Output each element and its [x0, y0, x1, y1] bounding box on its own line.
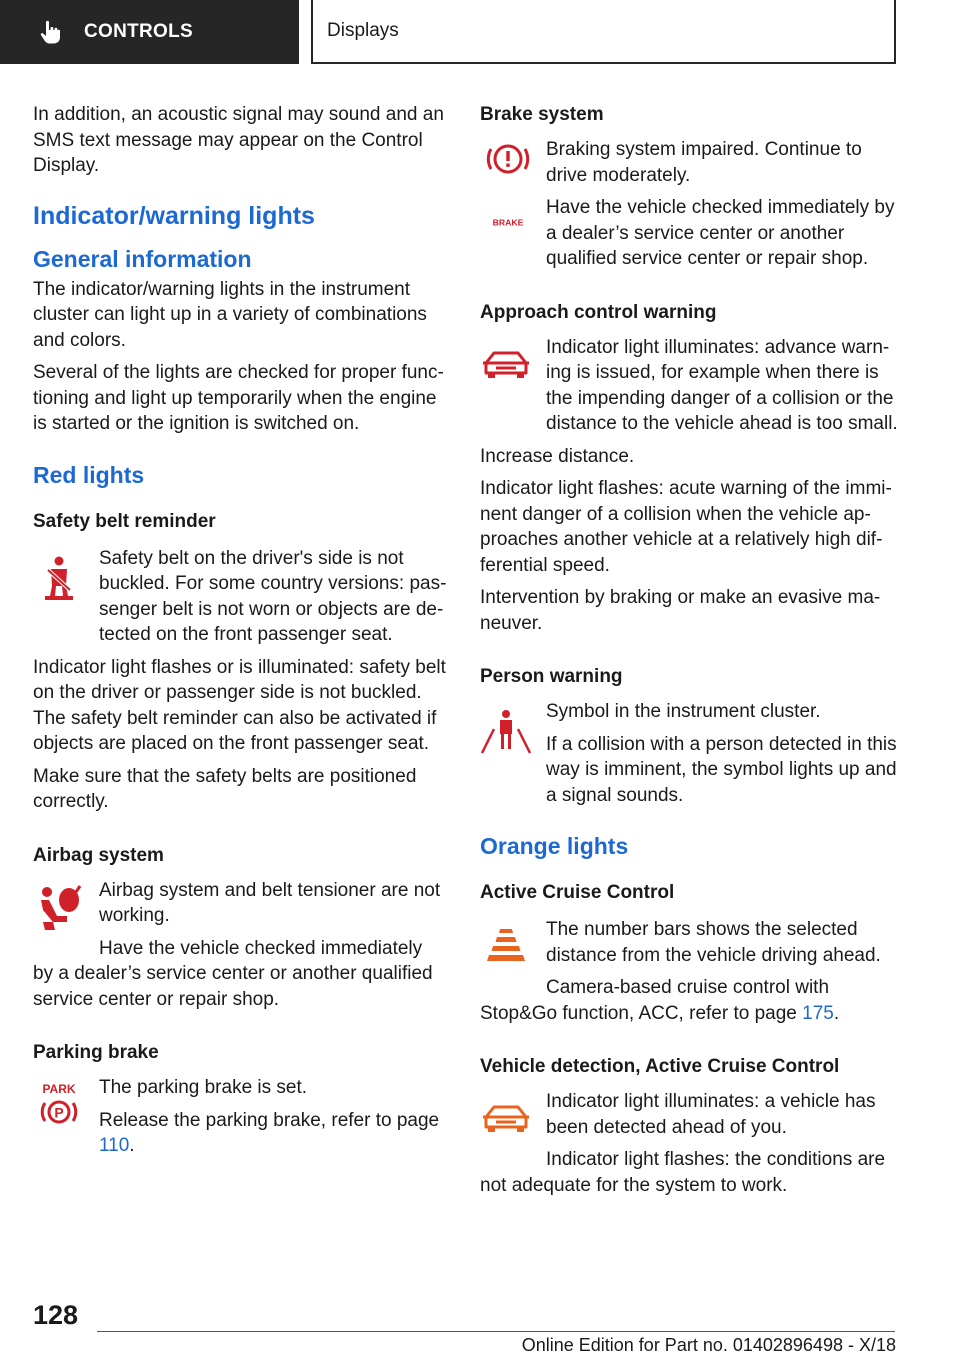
brake-entry — [480, 137, 900, 272]
acc-paragraph-2 — [480, 975, 900, 1026]
general-paragraph-2: Several of the lights are checked for proper func‐tioning and light up temporarily when the engine is started or the ignition is switched on. — [33, 362, 444, 434]
acc-title: Active Cruise Control — [480, 882, 675, 903]
svg-text:P: P — [54, 1104, 64, 1121]
brake-warning-icon — [482, 141, 534, 193]
person-paragraph-1: Symbol in the instrument cluster. — [546, 701, 821, 722]
page-number: 128 — [33, 1300, 79, 1330]
vd-paragraph-1: Indicator light illuminates: a vehicle has been detected ahead of you. — [546, 1091, 876, 1138]
brake-paragraph-2: Have the vehicle checked immediately by a dealer’s service center or another qualified service center or repair shop. — [546, 197, 895, 269]
page-heading: Indicator/warning lights — [33, 201, 315, 230]
park-page-link[interactable]: 110 — [99, 1135, 130, 1156]
cruise-distance-icon — [480, 923, 532, 975]
airbag-title: Airbag system — [33, 844, 164, 866]
belt-entry — [33, 546, 447, 648]
park-p2-text: Release the parking brake, refer to page — [99, 1109, 440, 1131]
park-p2-end: . — [129, 1135, 135, 1156]
subsection-box — [311, 0, 896, 64]
person-warning-icon — [480, 707, 532, 759]
parking-brake-icon — [33, 1079, 85, 1131]
airbag-entry — [33, 878, 447, 929]
acc-p2-text: Camera-based cruise control with Stop&Go function, ACC, refer to page — [480, 977, 830, 1024]
acc-page-link[interactable]: 175 — [802, 1002, 834, 1024]
approach-paragraph-3: Indicator light flashes: acute warning of the immi‐nent danger of a collision when the vehicle ap‐proaches another vehicle at a relatively high dif‐ferential speed. — [480, 478, 892, 576]
person-entry — [480, 699, 900, 808]
brake-icon-label: BRAKE — [492, 217, 524, 228]
orange-lights-heading: Orange lights — [480, 833, 629, 859]
approach-entry — [480, 335, 900, 437]
acc-p2-end: . — [833, 1002, 840, 1024]
vehicle-detection-icon — [480, 1095, 532, 1147]
airbag-icon — [33, 882, 85, 934]
belt-paragraph-3: Make sure that the safety belts are positioned correctly. — [33, 765, 417, 812]
vd-paragraph-2: Indicator light flashes: the conditions are not adequate for the system to work. — [480, 1149, 886, 1196]
approach-paragraph-4: Intervention by braking or make an evasive ma‐neuver. — [480, 587, 881, 634]
left-column — [33, 102, 447, 1166]
airbag-paragraph-2: Have the vehicle checked immediately by a dealer’s service center or another qualified service center or repair shop. — [33, 937, 433, 1010]
brake-title: Brake system — [480, 104, 604, 125]
park-icon-label: PARK — [42, 1082, 76, 1096]
section-tab — [0, 0, 299, 64]
hand-pointer-icon — [38, 19, 64, 45]
approach-paragraph-2: Increase distance. — [480, 445, 635, 467]
approach-car-icon — [480, 341, 532, 393]
general-info-heading: General information — [33, 245, 252, 272]
acc-paragraph-1: The number bars shows the selected distance from the vehicle driving ahead. — [546, 919, 881, 966]
vd-title: Vehicle detection, Active Cruise Control — [480, 1056, 840, 1077]
brake-paragraph-1: Braking system impaired. Continue to drive moderately. — [546, 139, 862, 186]
red-lights-heading: Red lights — [33, 461, 145, 488]
park-title: Parking brake — [33, 1042, 159, 1063]
belt-title: Safety belt reminder — [33, 510, 216, 532]
belt-paragraph-2: Indicator light flashes or is illuminated: safety belt on the driver or passenger side is not buckled. The safety belt reminder can also be activated if objects are placed on the front passenger seat. — [33, 656, 446, 754]
vd-entry — [480, 1089, 900, 1140]
right-column — [480, 102, 900, 1205]
acc-entry — [480, 917, 900, 968]
belt-paragraph-1: Safety belt on the driver's side is not buckled. For some country versions: pas‐senger belt is not worn or objects are de‐tected on the front passenger seat. — [99, 547, 447, 645]
airbag-paragraph-1: Airbag system and belt tensioner are not working. — [99, 879, 441, 926]
park-entry — [33, 1075, 447, 1159]
approach-title: Approach control warning — [480, 301, 717, 323]
intro-paragraph: In addition, an acoustic signal may sound and an SMS text message may appear on the Control Display. — [33, 104, 444, 176]
seatbelt-icon — [33, 552, 85, 604]
approach-paragraph-1: Indicator light illuminates: advance warn‐ing is issued, for example when there is the impending danger of a collision or the distance to the vehicle ahead is too small. — [546, 336, 898, 434]
brake-label-icon — [482, 213, 534, 243]
person-paragraph-2: If a collision with a person detected in this way is imminent, the symbol lights up and a signal sounds. — [546, 733, 897, 806]
person-title: Person warning — [480, 666, 623, 687]
footer-edition: Online Edition for Part no. 01402896498 - X/18 — [521, 1335, 896, 1355]
footer-divider — [97, 1331, 895, 1332]
park-paragraph-1: The parking brake is set. — [99, 1077, 308, 1098]
general-paragraph-1: The indicator/warning lights in the instrument cluster can light up in a variety of combinations and colors. — [33, 278, 427, 351]
section-title: CONTROLS — [84, 21, 194, 42]
park-paragraph-2 — [99, 1108, 447, 1159]
subsection-title: Displays — [327, 20, 399, 41]
